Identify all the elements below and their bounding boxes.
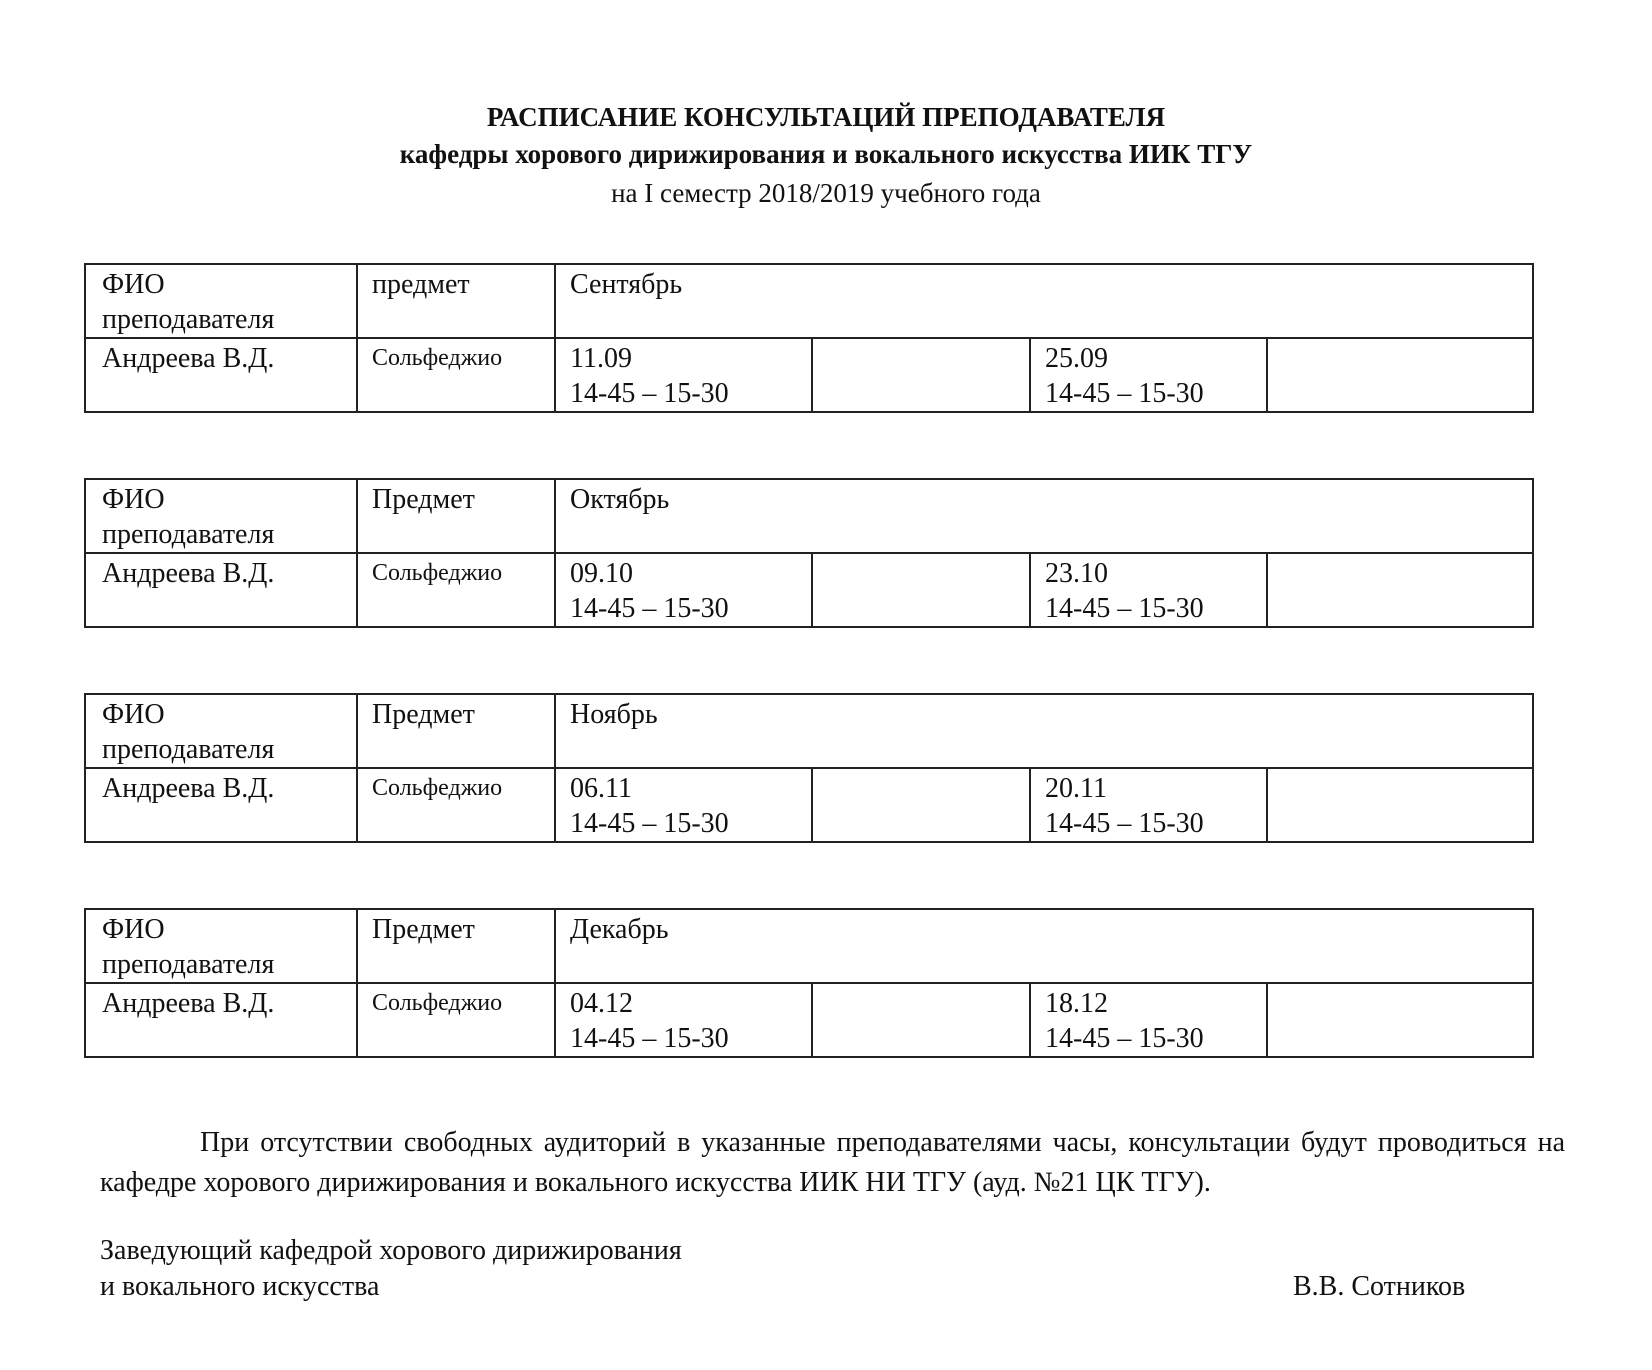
teacher-name: Андреева В.Д. xyxy=(85,768,357,842)
header-subject: предмет xyxy=(357,264,555,338)
header-month: Сентябрь xyxy=(555,264,1533,338)
slot-2-time: 14-45 – 15-30 xyxy=(1045,808,1204,839)
teacher-name: Андреева В.Д. xyxy=(85,553,357,627)
empty-cell xyxy=(812,553,1030,627)
header-teacher-name: ФИО преподавателя xyxy=(85,264,357,338)
header-subject: Предмет xyxy=(357,694,555,768)
empty-cell xyxy=(1267,553,1533,627)
slot-1-time: 14-45 – 15-30 xyxy=(570,378,729,409)
slot-2-time: 14-45 – 15-30 xyxy=(1045,378,1204,409)
schedule-table-november xyxy=(84,693,1534,843)
document-subtitle: кафедры хорового дирижирования и вокального искусства ИИК ТГУ xyxy=(399,139,1253,169)
empty-cell xyxy=(812,768,1030,842)
signature-position xyxy=(100,1233,682,1305)
table-row xyxy=(85,983,1533,1057)
empty-cell xyxy=(1267,768,1533,842)
slot-1-date: 06.11 xyxy=(570,773,632,804)
table-header-row xyxy=(85,909,1533,983)
table-header-row xyxy=(85,479,1533,553)
table-header-row xyxy=(85,264,1533,338)
slot-1 xyxy=(555,983,812,1057)
subject: Сольфеджио xyxy=(357,553,555,627)
slot-1-time: 14-45 – 15-30 xyxy=(570,593,729,624)
document-period: на I семестр 2018/2019 учебного года xyxy=(611,178,1041,208)
header-subject: Предмет xyxy=(357,479,555,553)
empty-cell xyxy=(1267,338,1533,412)
slot-1-date: 04.12 xyxy=(570,988,633,1019)
slot-1-date: 09.10 xyxy=(570,558,633,589)
teacher-name: Андреева В.Д. xyxy=(85,338,357,412)
schedule-table-december xyxy=(84,908,1534,1058)
schedule-table-september xyxy=(84,263,1534,413)
slot-2-date: 20.11 xyxy=(1045,773,1107,804)
teacher-name: Андреева В.Д. xyxy=(85,983,357,1057)
slot-2-date: 18.12 xyxy=(1045,988,1108,1019)
table-row xyxy=(85,553,1533,627)
slot-2 xyxy=(1030,983,1267,1057)
slot-2-time: 14-45 – 15-30 xyxy=(1045,593,1204,624)
notice-text: При отсутствии свободных аудиторий в указанные преподавателями часы, консультации будут проводиться на кафедре хорового дирижирования и вокального искусства ИИК НИ ТГУ (ауд. №21 ЦК ТГУ). xyxy=(100,1127,1565,1198)
header-teacher-name: ФИО преподавателя xyxy=(85,479,357,553)
notice-paragraph xyxy=(100,1123,1565,1203)
schedule-table-october xyxy=(84,478,1534,628)
slot-1-time: 14-45 – 15-30 xyxy=(570,808,729,839)
slot-2 xyxy=(1030,768,1267,842)
table-header-row xyxy=(85,694,1533,768)
signature-position-line1: Заведующий кафедрой хорового дирижирования xyxy=(100,1235,682,1266)
slot-2 xyxy=(1030,553,1267,627)
slot-1 xyxy=(555,338,812,412)
slot-2-time: 14-45 – 15-30 xyxy=(1045,1023,1204,1054)
slot-1 xyxy=(555,553,812,627)
signature-name: В.В. Сотников xyxy=(1293,1271,1466,1302)
header-month: Декабрь xyxy=(555,909,1533,983)
signature-position-line2: и вокального искусства xyxy=(100,1271,380,1302)
document-header xyxy=(0,100,1652,212)
slot-2 xyxy=(1030,338,1267,412)
subject: Сольфеджио xyxy=(357,768,555,842)
header-teacher-name: ФИО преподавателя xyxy=(85,694,357,768)
header-month: Октябрь xyxy=(555,479,1533,553)
slot-2-date: 25.09 xyxy=(1045,343,1108,374)
empty-cell xyxy=(812,983,1030,1057)
header-teacher-name: ФИО преподавателя xyxy=(85,909,357,983)
subject: Сольфеджио xyxy=(357,983,555,1057)
slot-1-date: 11.09 xyxy=(570,343,632,374)
document-title: РАСПИСАНИЕ КОНСУЛЬТАЦИЙ ПРЕПОДАВАТЕЛЯ xyxy=(486,102,1166,132)
slot-1 xyxy=(555,768,812,842)
empty-cell xyxy=(1267,983,1533,1057)
subject: Сольфеджио xyxy=(357,338,555,412)
slot-2-date: 23.10 xyxy=(1045,558,1108,589)
header-subject: Предмет xyxy=(357,909,555,983)
table-row xyxy=(85,338,1533,412)
header-month: Ноябрь xyxy=(555,694,1533,768)
slot-1-time: 14-45 – 15-30 xyxy=(570,1023,729,1054)
empty-cell xyxy=(812,338,1030,412)
table-row xyxy=(85,768,1533,842)
